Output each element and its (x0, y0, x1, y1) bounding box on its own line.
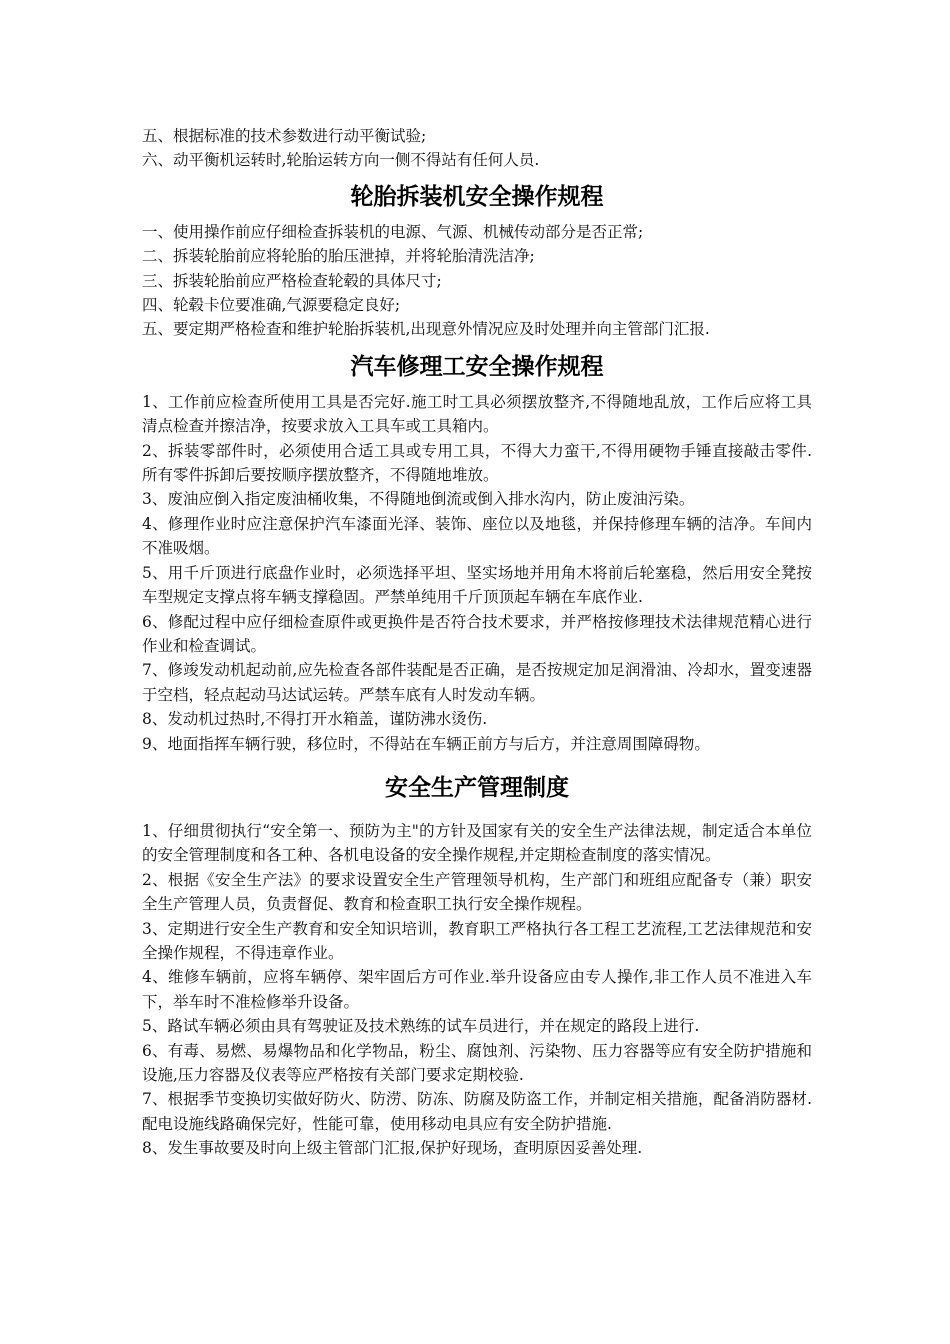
rule-item: 四、轮毂卡位要准确,气源要稳定良好; (142, 296, 401, 315)
rule-item: 9、地面指挥车辆行驶，移位时，不得站在车辆正前方与后方，并注意周围障碍物。 (142, 734, 710, 753)
intro-item: 五、根据标准的技术参数进行动平衡试验; (142, 127, 427, 145)
intro-section (142, 124, 812, 173)
rule-item: 三、拆装轮胎前应严格检查轮毂的具体尺寸; (142, 271, 442, 290)
rule-item: 7、根据季节变换切实做好防火、防涝、防冻、防腐及防盗工作，并制定相关措施，配备消防器材.配电设施线路确保完好，性能可靠，使用移动电具应有安全防护措施. (142, 1090, 812, 1133)
rule-item: 7、修竣发动机起动前,应先检查各部件装配是否正确，是否按规定加足润滑油、冷却水，置变速器于空档，轻点起动马达试运转。严禁车底有人时发动车辆。 (142, 661, 812, 704)
rule-item: 1、仔细贯彻执行“安全第一、预防为主"的方针及国家有关的安全生产法律法规，制定适合本单位的安全管理制度和各工种、各机电设备的安全操作规程,并定期检查制度的落实情况。 (142, 821, 812, 865)
rule-item: 二、拆装轮胎前应将轮胎的胎压泄掉，并将轮胎清洗洁净; (142, 247, 535, 266)
rule-item: 5、用千斤顶进行底盘作业时，必须选择平坦、坚实场地并用角木将前后轮塞稳，然后用安全凳按车型规定支撑点将车辆支撑稳固。严禁单纯用千斤顶顶起车辆在车底作业. (142, 563, 812, 607)
rule-item: 5、路试车辆必须由具有驾驶证及技术熟练的试车员进行，并在规定的路段上进行. (142, 1017, 700, 1036)
rule-item: 五、要定期严格检查和维护轮胎拆装机,出现意外情况应及时处理并向主管部门汇报. (142, 320, 710, 339)
rule-item: 2、拆装零部件时，必须使用合适工具或专用工具，不得大力蛮干,不得用硬物手锤直接敲击零件.所有零件拆卸后要按顺序摆放整齐，不得随地堆放。 (142, 441, 812, 485)
rule-item: 8、发生事故要及时向上级主管部门汇报,保护好现场，查明原因妥善处理. (142, 1139, 643, 1158)
rule-item: 2、根据《安全生产法》的要求设置安全生产管理领导机构，生产部门和班组应配备专（兼）职安全生产管理人员，负责督促、教育和检查职工执行安全操作规程。 (142, 870, 812, 914)
repair-worker-section (142, 352, 812, 756)
rule-item: 8、发动机过热时,不得打开水箱盖，谨防沸水烫伤. (142, 710, 488, 729)
section-title: 安全生产管理制度 (385, 774, 569, 801)
safety-management-section (142, 773, 812, 1161)
tire-changer-section (142, 182, 812, 342)
rule-item: 1、工作前应检查所使用工具是否完好.施工时工具必须摆放整齐,不得随地乱放，工作后应将工具清点检查并擦洁净，按要求放入工具车或工具箱内。 (142, 392, 812, 436)
intro-item: 六、动平衡机运转时,轮胎运转方向一侧不得站有任何人员. (142, 151, 540, 170)
rule-item: 6、有毒、易燃、易爆物品和化学物品，粉尘、腐蚀剂、污染物、压力容器等应有安全防护措施和设施,压力容器及仪表等应严格按有关部门要求定期校验. (142, 1041, 812, 1084)
section-title: 汽车修理工安全操作规程 (350, 353, 604, 380)
rule-item: 一、使用操作前应仔细检查拆装机的电源、气源、机械传动部分是否正常; (142, 222, 644, 241)
rule-item: 4、修理作业时应注意保护汽车漆面光泽、装饰、座位以及地毯，并保持修理车辆的洁净。车间内不准吸烟。 (142, 514, 812, 558)
rule-item: 3、定期进行安全生产教育和安全知识培训，教育职工严格执行各工程工艺流程,工艺法律规范和安全操作规程，不得违章作业。 (142, 919, 812, 962)
rule-item: 6、修配过程中应仔细检查原件或更换件是否符合技术要求，并严格按修理技术法律规范精心进行作业和检查调试。 (142, 612, 812, 655)
rule-item: 4、维修车辆前，应将车辆停、架牢固后方可作业.举升设备应由专人操作,非工作人员不准进入车下，举车时不准检修举升设备。 (142, 968, 812, 1011)
rule-item: 3、废油应倒入指定废油桶收集，不得随地倒流或倒入排水沟内，防止废油污染。 (142, 490, 695, 509)
section-title: 轮胎拆装机安全操作规程 (350, 183, 604, 210)
